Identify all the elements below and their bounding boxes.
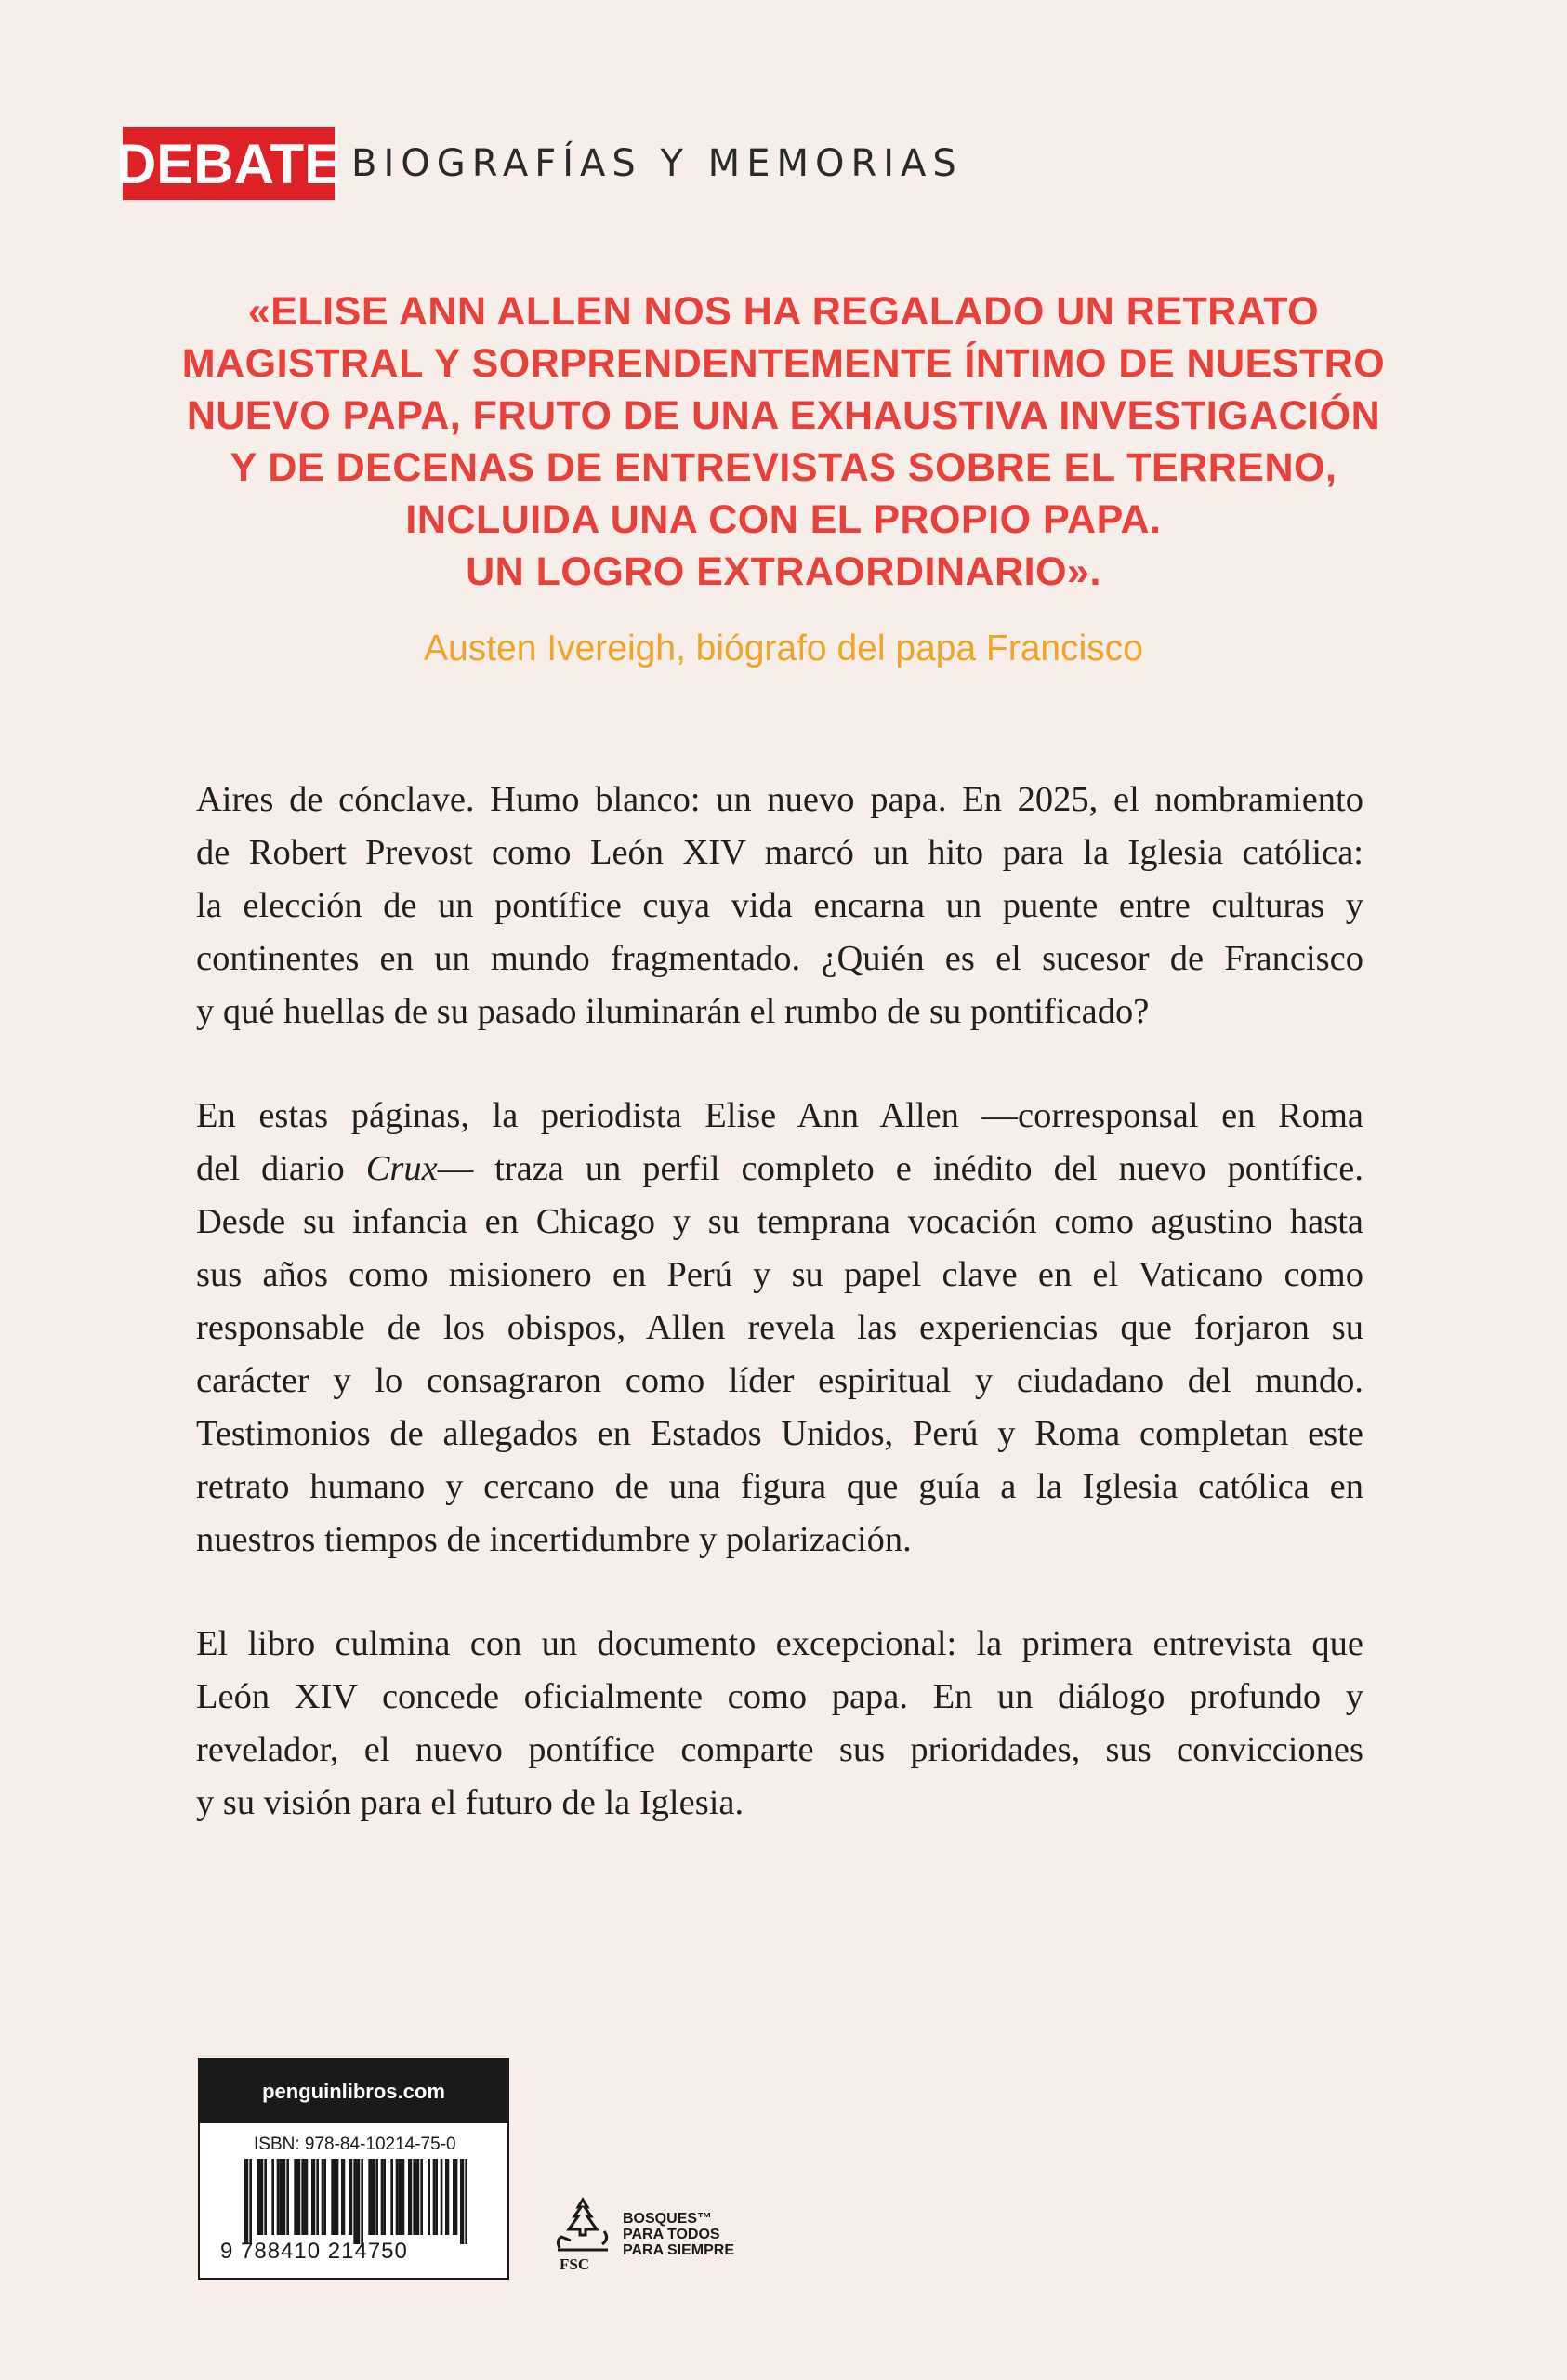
- barcode-bar: [244, 2159, 248, 2244]
- barcode-bar: [375, 2159, 378, 2235]
- barcode-bar: [415, 2159, 419, 2235]
- quote-line: MAGISTRAL Y SORPRENDENTEMENTE ÍNTIMO DE NUESTRO: [181, 341, 1386, 386]
- text-line: Aires de cónclave. Humo blanco: un nuevo papa. En 2025, el nombramiento: [196, 780, 1363, 819]
- barcode-bar: [353, 2159, 356, 2244]
- text-line: El libro culmina con un documento excepcional: la primera entrevista que: [196, 1624, 1363, 1663]
- barcode-bar: [311, 2159, 315, 2235]
- barcode-bar: [455, 2159, 458, 2235]
- barcode-bar: [286, 2159, 289, 2235]
- text-line: la elección de un pontífice cuya vida encarna un puente entre culturas y: [196, 886, 1363, 925]
- text-line: sus años como misionero en Perú y su papel clave en el Vaticano como: [196, 1255, 1363, 1294]
- barcode-bar: [249, 2159, 252, 2244]
- synopsis-paragraph-3: [196, 1618, 1363, 1830]
- barcode-bar: [323, 2159, 326, 2235]
- text-line: León XIV concede oficialmente como papa. En un diálogo profundo y: [196, 1677, 1363, 1716]
- text-line: carácter y lo consagraron como líder espiritual y ciudadano del mundo.: [196, 1361, 1363, 1400]
- fsc-slogan-line: PARA TODOS: [623, 2227, 720, 2242]
- barcode-bar: [381, 2159, 384, 2235]
- barcode-bar: [277, 2159, 280, 2235]
- barcode-bar: [322, 2159, 324, 2235]
- text-fragment: del diario: [196, 1149, 366, 1188]
- barcode-bar: [390, 2159, 393, 2235]
- barcode-image: [244, 2159, 467, 2248]
- barcode-number: 9 788410 214750: [220, 2239, 408, 2264]
- quote-line: «ELISE ANN ALLEN NOS HA REGALADO UN RETRATO: [247, 289, 1320, 334]
- quote-attribution: Austen Ivereigh, biógrafo del papa Francisco: [424, 628, 1143, 668]
- fsc-slogan-line: BOSQUES™: [623, 2211, 713, 2227]
- barcode-bar: [371, 2159, 375, 2235]
- barcode-bar: [304, 2159, 308, 2235]
- quote-line: UN LOGRO EXTRAORDINARIO».: [466, 549, 1101, 594]
- text-line: nuestros tiempos de incertidumbre y polarización.: [196, 1520, 912, 1559]
- quote-line: Y DE DECENAS DE ENTREVISTAS SOBRE EL TERRENO,: [230, 445, 1337, 490]
- text-line: Desde su infancia en Chicago y su temprana vocación como agustino hasta: [196, 1202, 1363, 1241]
- publication-name: Crux: [365, 1149, 438, 1188]
- text-line: continentes en un mundo fragmentado. ¿Quién es el sucesor de Francisco: [196, 939, 1363, 978]
- text-line: y qué huellas de su pasado iluminarán el rumbo de su pontificado?: [196, 992, 1150, 1031]
- barcode-bar: [465, 2159, 467, 2244]
- collection-title: BIOGRAFÍAS Y MEMORIAS: [351, 142, 963, 185]
- barcode-bar: [336, 2159, 339, 2235]
- barcode-bar: [259, 2159, 263, 2235]
- barcode-bar: [398, 2159, 401, 2235]
- barcode-bar: [383, 2159, 386, 2235]
- text-fragment: — traza un perfil completo e inédito del nuevo pontífice.: [437, 1149, 1363, 1188]
- barcode-bar: [349, 2159, 352, 2235]
- barcode-bar: [296, 2159, 300, 2235]
- barcode-bar: [396, 2159, 399, 2235]
- header: [115, 127, 963, 200]
- fsc-slogan-line: PARA SIEMPRE: [623, 2242, 735, 2258]
- barcode-bar: [356, 2159, 360, 2244]
- text-line: responsable de los obispos, Allen revela las experiencias que forjaron su: [196, 1308, 1363, 1347]
- barcode-bar: [433, 2159, 436, 2235]
- quote-line: NUEVO PAPA, FRUTO DE UNA EXHAUSTIVA INVESTIGACIÓN: [186, 393, 1381, 438]
- barcode-bar: [301, 2159, 304, 2235]
- barcode-bar: [445, 2159, 449, 2235]
- text-line: En estas páginas, la periodista Elise Ann Allen —corresponsal en Roma: [196, 1096, 1363, 1135]
- synopsis-paragraph-2: [196, 1090, 1363, 1567]
- fsc-label: FSC: [560, 2255, 590, 2273]
- fsc-logo: [548, 2194, 771, 2287]
- quote-line: INCLUIDA UNA CON EL PROPIO PAPA.: [405, 497, 1162, 542]
- barcode-bar: [331, 2159, 334, 2235]
- blurb-quote: [149, 285, 1418, 598]
- barcode-bar: [441, 2159, 443, 2235]
- fsc-slogan: [623, 2211, 734, 2258]
- barcode-bar: [271, 2159, 274, 2235]
- barcode-box: [198, 2058, 509, 2280]
- isbn-text: ISBN: 978-84-10214-75-0: [254, 2135, 456, 2154]
- text-line: y su visión para el futuro de la Iglesia.: [196, 1783, 744, 1822]
- barcode-bar: [368, 2159, 371, 2235]
- barcode-bar: [435, 2159, 438, 2235]
- barcode-bar: [279, 2159, 282, 2235]
- barcode-bar: [282, 2159, 285, 2235]
- barcode-bar: [257, 2159, 259, 2235]
- barcode-bar: [264, 2159, 267, 2235]
- barcode-bar: [316, 2159, 319, 2235]
- fsc-tree-icon: [550, 2194, 615, 2259]
- text-line: de Robert Prevost como León XIV marcó un hito para la Iglesia católica:: [196, 833, 1363, 872]
- synopsis-paragraph-1: [196, 774, 1363, 1038]
- text-line: [196, 1143, 1363, 1196]
- barcode-bar: [460, 2159, 464, 2244]
- barcode-bar: [428, 2159, 430, 2235]
- text-line: revelador, el nuevo pontífice comparte sus prioridades, sus convicciones: [196, 1730, 1363, 1769]
- text-line: retrato humano y cercano de una figura que guía a la Iglesia católica en: [196, 1467, 1363, 1506]
- barcode-bar: [408, 2159, 412, 2235]
- barcode-bar: [294, 2159, 296, 2235]
- barcode-bar: [361, 2159, 363, 2244]
- publisher-logo: DEBATE: [123, 127, 335, 200]
- barcode-bar: [401, 2159, 404, 2235]
- barcode-bar: [341, 2159, 345, 2235]
- barcode-bar: [413, 2159, 415, 2235]
- publisher-url: penguinlibros.com: [200, 2060, 507, 2123]
- barcode-bar: [420, 2159, 423, 2235]
- text-line: Testimonios de allegados en Estados Unidos, Perú y Roma completan este: [196, 1414, 1363, 1453]
